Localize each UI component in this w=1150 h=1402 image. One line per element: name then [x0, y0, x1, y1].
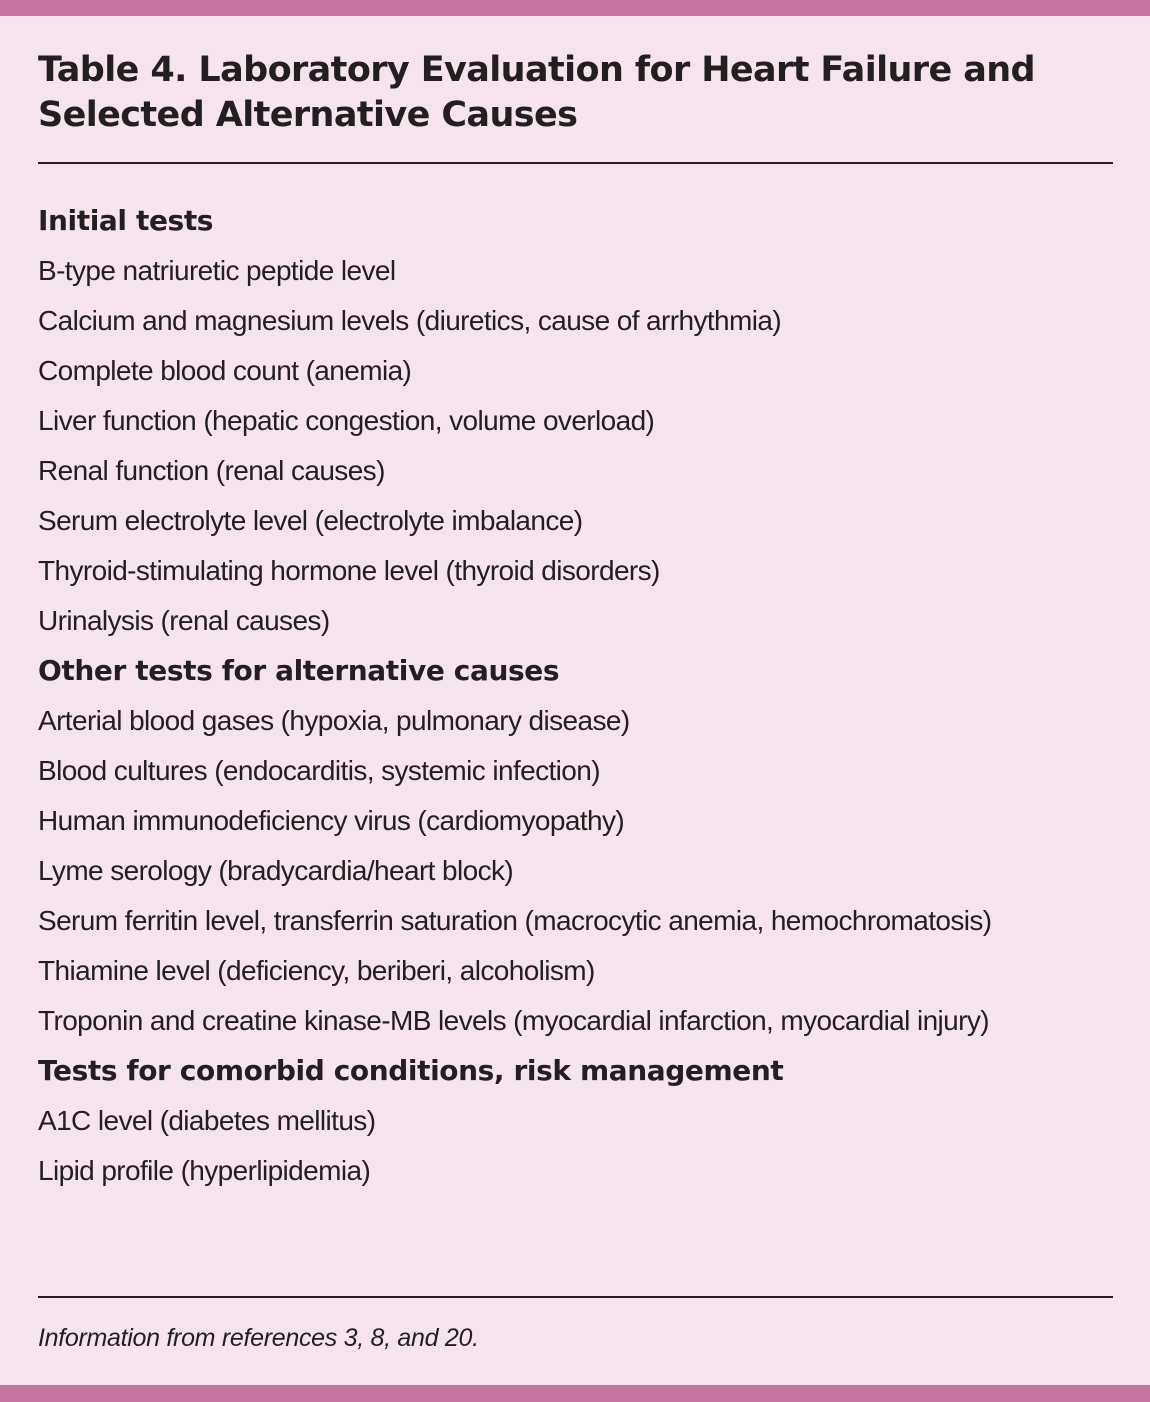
list-item: Human immunodeficiency virus (cardiomyopathy)	[38, 805, 625, 836]
list-item: Blood cultures (endocarditis, systemic infection)	[38, 755, 600, 786]
bottom-accent-bar	[0, 1385, 1150, 1402]
section-comorbid-tests	[38, 1046, 1113, 1196]
table-body	[38, 196, 1113, 1196]
section-heading: Tests for comorbid conditions, risk management	[38, 1054, 784, 1087]
title-divider	[38, 162, 1113, 164]
list-item: Arterial blood gases (hypoxia, pulmonary disease)	[38, 705, 630, 736]
section-heading: Initial tests	[38, 204, 214, 237]
list-item: Serum electrolyte level (electrolyte imbalance)	[38, 505, 583, 536]
list-item: Complete blood count (anemia)	[38, 355, 412, 386]
list-item: Thyroid-stimulating hormone level (thyroid disorders)	[38, 555, 660, 586]
list-item: Thiamine level (deficiency, beriberi, alcoholism)	[38, 955, 595, 986]
list-item: Calcium and magnesium levels (diuretics, cause of arrhythmia)	[38, 305, 782, 336]
table-title: Table 4. Laboratory Evaluation for Heart Failure and Selected Alternative Causes	[38, 50, 1035, 135]
list-item: Urinalysis (renal causes)	[38, 605, 330, 636]
section-initial-tests	[38, 196, 1113, 646]
list-item: Lyme serology (bradycardia/heart block)	[38, 855, 514, 886]
list-item: Troponin and creatine kinase-MB levels (myocardial infarction, myocardial injury)	[38, 1005, 989, 1036]
section-heading: Other tests for alternative causes	[38, 654, 560, 687]
list-item: Renal function (renal causes)	[38, 455, 385, 486]
list-item: Liver function (hepatic congestion, volume overload)	[38, 405, 655, 436]
list-item: Serum ferritin level, transferrin saturation (macrocytic anemia, hemochromatosis)	[38, 905, 992, 936]
footnote: Information from references 3, 8, and 20.	[38, 1324, 479, 1352]
list-item: A1C level (diabetes mellitus)	[38, 1105, 376, 1136]
footer-divider	[38, 1296, 1113, 1298]
section-other-tests	[38, 646, 1113, 1046]
list-item: Lipid profile (hyperlipidemia)	[38, 1155, 371, 1186]
list-item: B-type natriuretic peptide level	[38, 255, 396, 286]
top-accent-bar	[0, 0, 1150, 16]
